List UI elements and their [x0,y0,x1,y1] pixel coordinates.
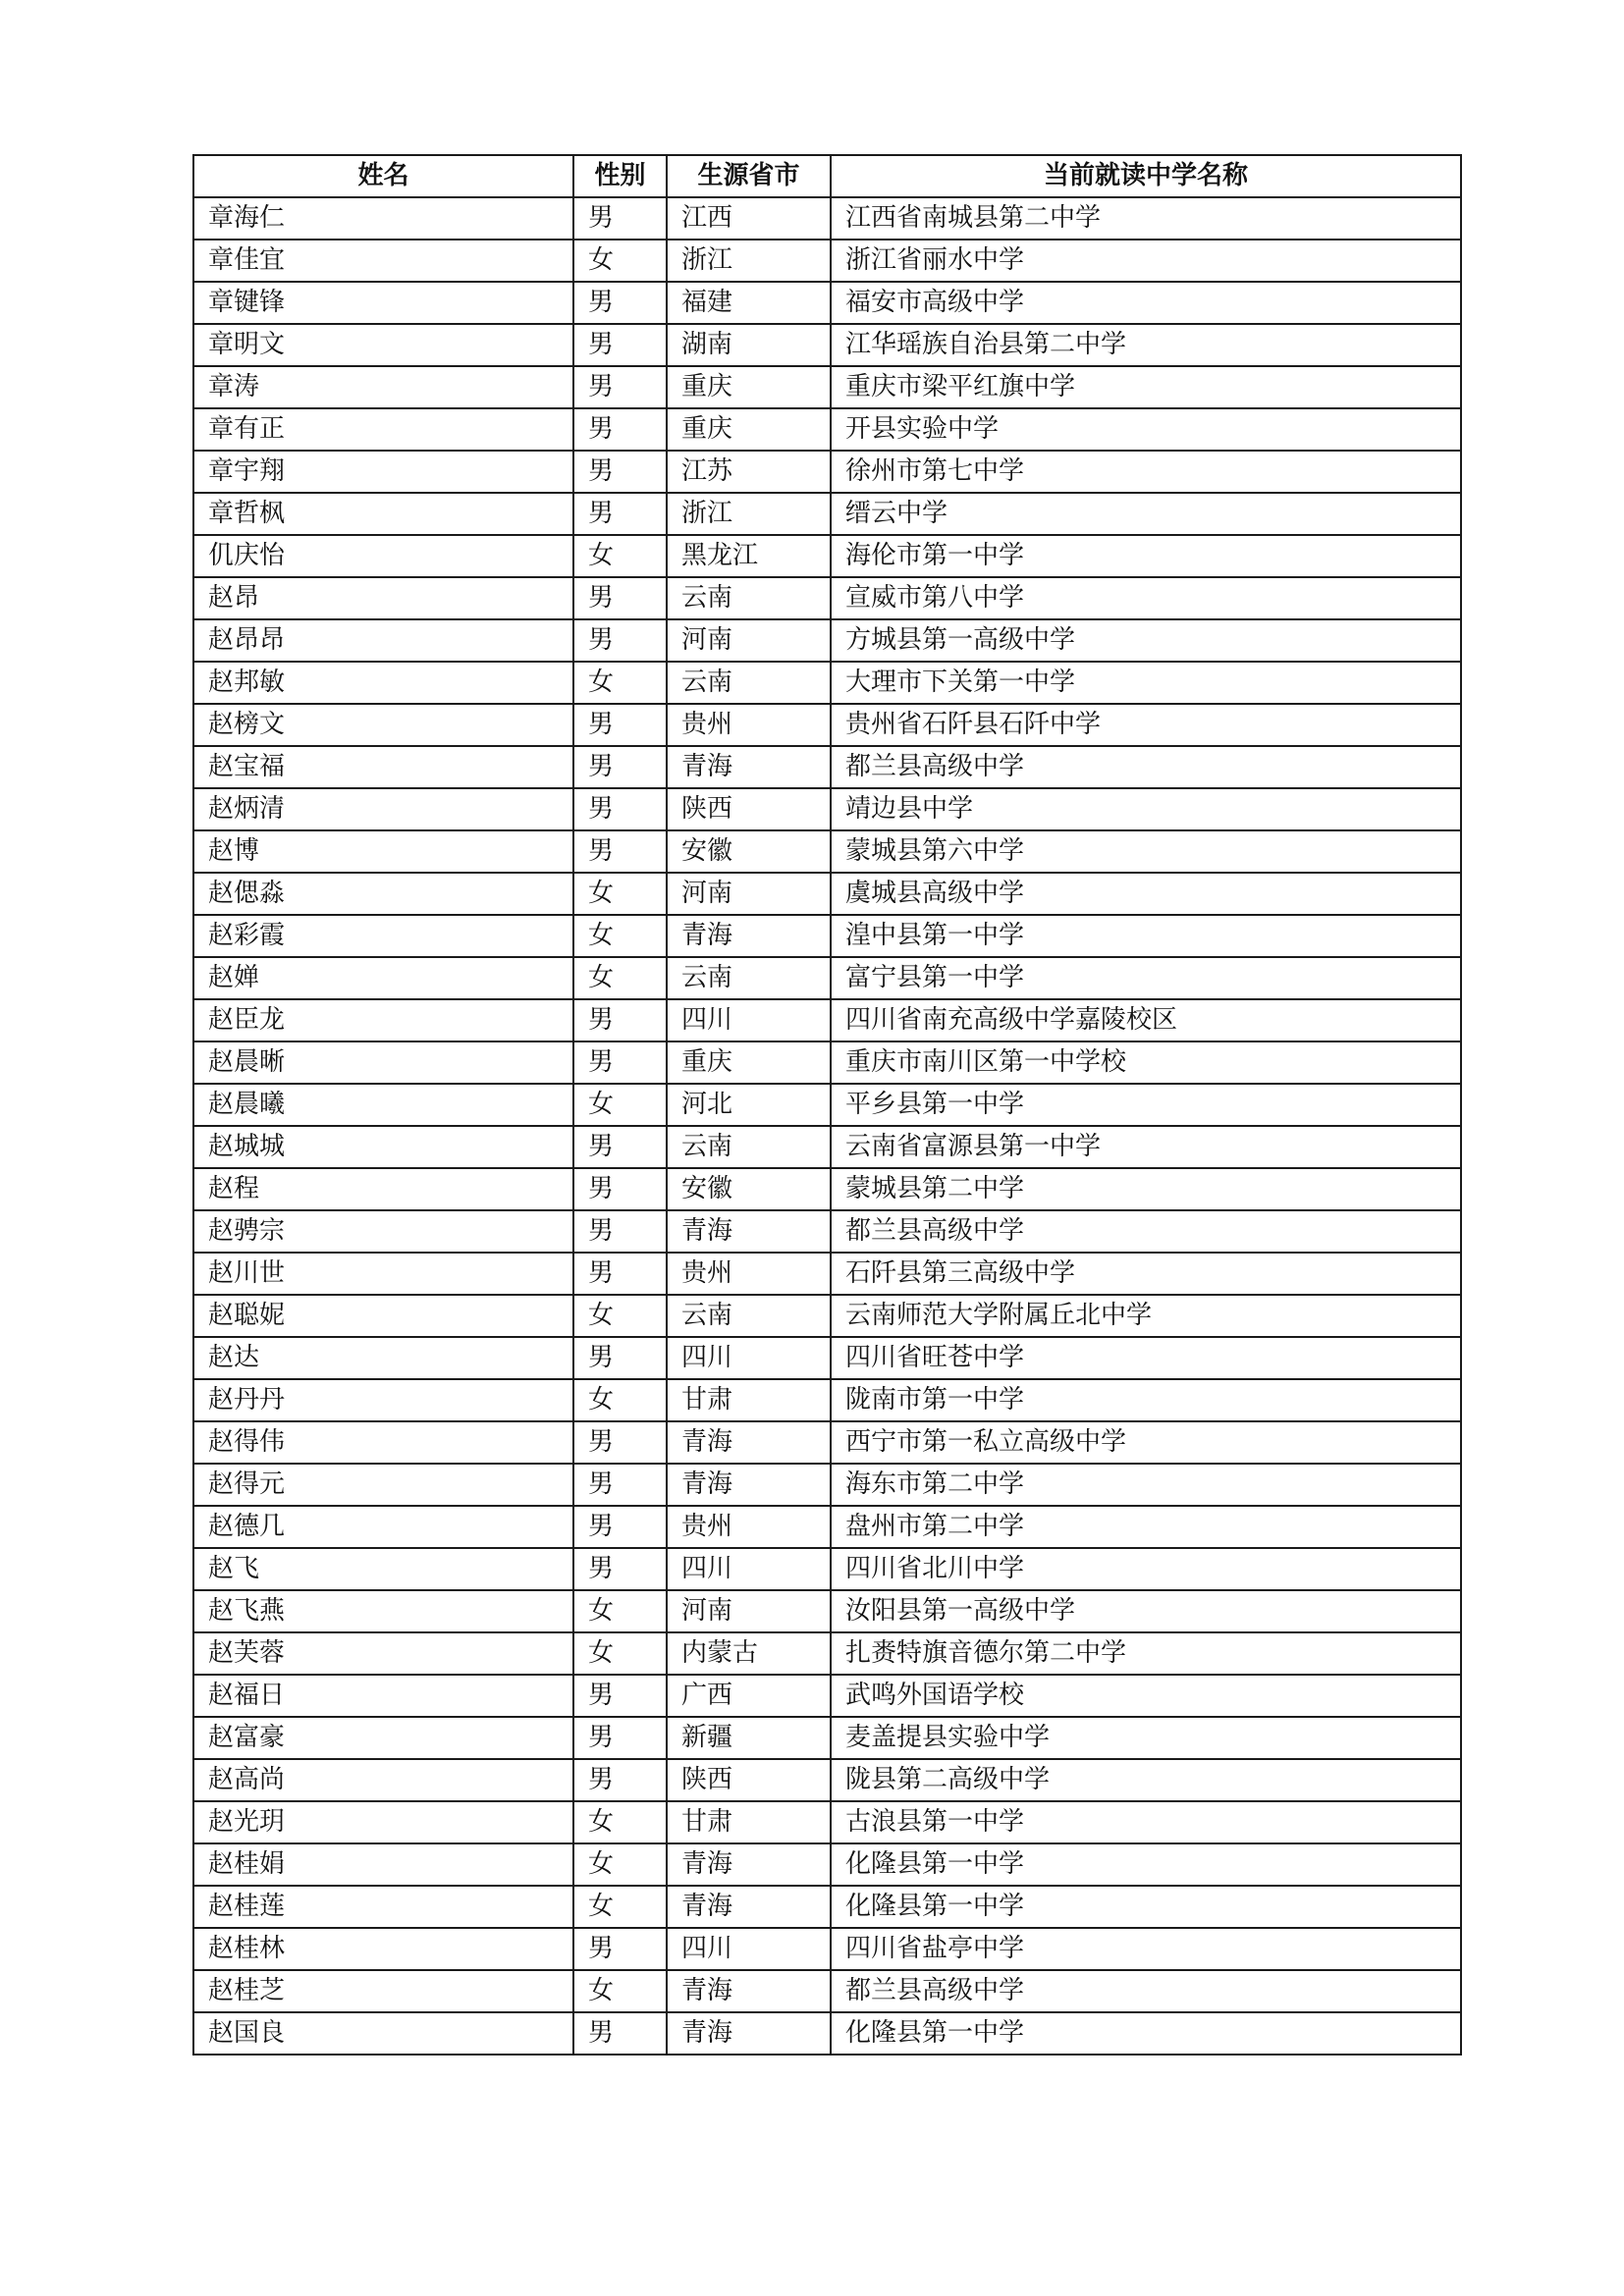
table-row [193,1886,1461,1928]
header-province: 生源省市 [667,155,831,197]
cell-gender: 女 [573,1632,667,1675]
cell-gender: 男 [573,788,667,830]
header-name: 姓名 [193,155,573,197]
cell-gender: 男 [573,1675,667,1717]
table-row [193,451,1461,493]
cell-name: 章涛 [193,366,573,408]
table-header-row [193,155,1461,197]
cell-province: 安徽 [667,1168,831,1210]
cell-province: 四川 [667,1548,831,1590]
cell-province: 江西 [667,197,831,240]
cell-gender: 男 [573,2012,667,2055]
cell-school: 贵州省石阡县石阡中学 [831,704,1461,746]
cell-school: 浙江省丽水中学 [831,240,1461,282]
cell-school: 云南省富源县第一中学 [831,1126,1461,1168]
table-row [193,1843,1461,1886]
cell-name: 赵福日 [193,1675,573,1717]
cell-gender: 女 [573,240,667,282]
cell-name: 章键锋 [193,282,573,324]
cell-province: 河南 [667,619,831,662]
table-row [193,1632,1461,1675]
cell-province: 广西 [667,1675,831,1717]
cell-province: 河北 [667,1084,831,1126]
table-row [193,1126,1461,1168]
cell-gender: 女 [573,662,667,704]
cell-name: 赵彩霞 [193,915,573,957]
cell-province: 河南 [667,873,831,915]
table-row [193,1464,1461,1506]
cell-name: 赵芙蓉 [193,1632,573,1675]
cell-gender: 女 [573,957,667,999]
cell-gender: 女 [573,1295,667,1337]
table-row [193,788,1461,830]
cell-school: 四川省盐亭中学 [831,1928,1461,1970]
cell-name: 赵高尚 [193,1759,573,1801]
cell-school: 江华瑶族自治县第二中学 [831,324,1461,366]
cell-school: 重庆市梁平红旗中学 [831,366,1461,408]
cell-province: 青海 [667,1843,831,1886]
table-row [193,1041,1461,1084]
cell-province: 新疆 [667,1717,831,1759]
cell-province: 重庆 [667,366,831,408]
cell-name: 赵骋宗 [193,1210,573,1253]
cell-province: 甘肃 [667,1379,831,1421]
cell-province: 贵州 [667,704,831,746]
cell-province: 青海 [667,746,831,788]
cell-province: 浙江 [667,493,831,535]
cell-province: 云南 [667,1295,831,1337]
cell-gender: 女 [573,915,667,957]
cell-province: 青海 [667,1210,831,1253]
cell-gender: 男 [573,1337,667,1379]
table-row [193,746,1461,788]
cell-gender: 男 [573,1421,667,1464]
cell-name: 赵偲淼 [193,873,573,915]
cell-gender: 男 [573,366,667,408]
table-row [193,324,1461,366]
table-row [193,1295,1461,1337]
cell-gender: 男 [573,282,667,324]
table-body [193,197,1461,2055]
cell-school: 徐州市第七中学 [831,451,1461,493]
cell-name: 赵晨曦 [193,1084,573,1126]
cell-gender: 男 [573,830,667,873]
table-row [193,493,1461,535]
cell-school: 大理市下关第一中学 [831,662,1461,704]
cell-gender: 男 [573,619,667,662]
cell-school: 四川省旺苍中学 [831,1337,1461,1379]
cell-school: 陇县第二高级中学 [831,1759,1461,1801]
cell-gender: 女 [573,1590,667,1632]
cell-province: 贵州 [667,1253,831,1295]
cell-school: 海东市第二中学 [831,1464,1461,1506]
table-row [193,619,1461,662]
table-row [193,1759,1461,1801]
cell-school: 方城县第一高级中学 [831,619,1461,662]
cell-gender: 男 [573,1253,667,1295]
table-row [193,1506,1461,1548]
table-row [193,999,1461,1041]
cell-name: 章有正 [193,408,573,451]
cell-name: 赵臣龙 [193,999,573,1041]
cell-gender: 女 [573,1970,667,2012]
table-row [193,408,1461,451]
cell-name: 赵昂 [193,577,573,619]
cell-province: 陕西 [667,788,831,830]
cell-school: 化隆县第一中学 [831,1843,1461,1886]
cell-province: 甘肃 [667,1801,831,1843]
cell-name: 赵国良 [193,2012,573,2055]
cell-name: 赵聪妮 [193,1295,573,1337]
cell-province: 青海 [667,1886,831,1928]
table-row [193,1675,1461,1717]
cell-school: 虞城县高级中学 [831,873,1461,915]
cell-school: 海伦市第一中学 [831,535,1461,577]
cell-school: 蒙城县第六中学 [831,830,1461,873]
table-row [193,577,1461,619]
cell-name: 赵榜文 [193,704,573,746]
cell-school: 陇南市第一中学 [831,1379,1461,1421]
cell-gender: 女 [573,1886,667,1928]
cell-name: 赵程 [193,1168,573,1210]
cell-name: 赵炳清 [193,788,573,830]
cell-province: 云南 [667,577,831,619]
cell-name: 章宇翔 [193,451,573,493]
table-row [193,1421,1461,1464]
cell-school: 江西省南城县第二中学 [831,197,1461,240]
cell-name: 赵婵 [193,957,573,999]
cell-school: 化隆县第一中学 [831,2012,1461,2055]
cell-gender: 男 [573,1506,667,1548]
cell-gender: 女 [573,1379,667,1421]
cell-name: 赵桂芝 [193,1970,573,2012]
cell-name: 赵桂莲 [193,1886,573,1928]
cell-gender: 男 [573,1717,667,1759]
cell-gender: 男 [573,493,667,535]
table-row [193,1168,1461,1210]
cell-school: 云南师范大学附属丘北中学 [831,1295,1461,1337]
cell-school: 富宁县第一中学 [831,957,1461,999]
cell-school: 平乡县第一中学 [831,1084,1461,1126]
cell-gender: 男 [573,577,667,619]
table-row [193,1970,1461,2012]
table-row [193,704,1461,746]
cell-school: 武鸣外国语学校 [831,1675,1461,1717]
cell-province: 四川 [667,999,831,1041]
cell-name: 赵德几 [193,1506,573,1548]
cell-name: 赵昂昂 [193,619,573,662]
cell-school: 古浪县第一中学 [831,1801,1461,1843]
table-row [193,915,1461,957]
cell-school: 都兰县高级中学 [831,1210,1461,1253]
cell-school: 石阡县第三高级中学 [831,1253,1461,1295]
cell-name: 赵富豪 [193,1717,573,1759]
cell-school: 四川省南充高级中学嘉陵校区 [831,999,1461,1041]
cell-gender: 女 [573,1843,667,1886]
cell-gender: 女 [573,535,667,577]
cell-name: 赵晨晰 [193,1041,573,1084]
cell-school: 都兰县高级中学 [831,746,1461,788]
cell-province: 青海 [667,1421,831,1464]
cell-gender: 男 [573,1210,667,1253]
cell-school: 麦盖提县实验中学 [831,1717,1461,1759]
cell-province: 内蒙古 [667,1632,831,1675]
cell-province: 重庆 [667,1041,831,1084]
cell-school: 蒙城县第二中学 [831,1168,1461,1210]
cell-name: 章佳宜 [193,240,573,282]
cell-gender: 男 [573,324,667,366]
table-row [193,2012,1461,2055]
cell-name: 章海仁 [193,197,573,240]
cell-school: 扎赉特旗音德尔第二中学 [831,1632,1461,1675]
cell-province: 云南 [667,1126,831,1168]
cell-gender: 男 [573,1464,667,1506]
cell-school: 宣威市第八中学 [831,577,1461,619]
cell-school: 西宁市第一私立高级中学 [831,1421,1461,1464]
table-row [193,1084,1461,1126]
cell-school: 汝阳县第一高级中学 [831,1590,1461,1632]
cell-gender: 男 [573,704,667,746]
cell-school: 湟中县第一中学 [831,915,1461,957]
cell-gender: 男 [573,999,667,1041]
cell-province: 福建 [667,282,831,324]
table-row [193,957,1461,999]
cell-gender: 男 [573,1126,667,1168]
table-row [193,873,1461,915]
cell-province: 青海 [667,2012,831,2055]
cell-province: 河南 [667,1590,831,1632]
cell-name: 赵飞 [193,1548,573,1590]
cell-province: 浙江 [667,240,831,282]
cell-gender: 男 [573,197,667,240]
cell-name: 赵达 [193,1337,573,1379]
cell-province: 重庆 [667,408,831,451]
cell-school: 盘州市第二中学 [831,1506,1461,1548]
cell-name: 赵博 [193,830,573,873]
header-school: 当前就读中学名称 [831,155,1461,197]
cell-province: 陕西 [667,1759,831,1801]
cell-gender: 男 [573,1548,667,1590]
cell-province: 江苏 [667,451,831,493]
cell-gender: 女 [573,873,667,915]
cell-name: 赵桂林 [193,1928,573,1970]
cell-school: 重庆市南川区第一中学校 [831,1041,1461,1084]
table-row [193,1379,1461,1421]
cell-province: 青海 [667,915,831,957]
cell-province: 青海 [667,1970,831,2012]
table-row [193,1801,1461,1843]
cell-name: 赵丹丹 [193,1379,573,1421]
cell-province: 安徽 [667,830,831,873]
cell-name: 赵得元 [193,1464,573,1506]
cell-school: 四川省北川中学 [831,1548,1461,1590]
cell-province: 黑龙江 [667,535,831,577]
table-row [193,1928,1461,1970]
table-row [193,535,1461,577]
cell-gender: 男 [573,408,667,451]
cell-gender: 男 [573,1041,667,1084]
cell-province: 四川 [667,1337,831,1379]
cell-province: 云南 [667,662,831,704]
table-row [193,240,1461,282]
cell-province: 贵州 [667,1506,831,1548]
table-row [193,1548,1461,1590]
cell-name: 赵宝福 [193,746,573,788]
cell-name: 赵城城 [193,1126,573,1168]
cell-school: 都兰县高级中学 [831,1970,1461,2012]
table-row [193,1253,1461,1295]
cell-gender: 女 [573,1801,667,1843]
table-row [193,1590,1461,1632]
table-row [193,366,1461,408]
cell-school: 靖边县中学 [831,788,1461,830]
cell-school: 开县实验中学 [831,408,1461,451]
cell-name: 章明文 [193,324,573,366]
cell-gender: 男 [573,1759,667,1801]
cell-name: 赵桂娟 [193,1843,573,1886]
cell-province: 青海 [667,1464,831,1506]
student-roster-table [192,154,1462,2056]
table-row [193,662,1461,704]
cell-school: 缙云中学 [831,493,1461,535]
cell-name: 章哲枫 [193,493,573,535]
table-row [193,282,1461,324]
header-gender: 性别 [573,155,667,197]
cell-name: 赵川世 [193,1253,573,1295]
cell-name: 赵得伟 [193,1421,573,1464]
cell-gender: 男 [573,746,667,788]
cell-gender: 男 [573,1928,667,1970]
table-row [193,1210,1461,1253]
table-row [193,1337,1461,1379]
table-row [193,197,1461,240]
cell-name: 仉庆怡 [193,535,573,577]
cell-school: 福安市高级中学 [831,282,1461,324]
cell-name: 赵光玥 [193,1801,573,1843]
cell-province: 湖南 [667,324,831,366]
table-row [193,830,1461,873]
cell-name: 赵邦敏 [193,662,573,704]
cell-school: 化隆县第一中学 [831,1886,1461,1928]
table-row [193,1717,1461,1759]
cell-province: 四川 [667,1928,831,1970]
cell-province: 云南 [667,957,831,999]
cell-gender: 男 [573,1168,667,1210]
cell-gender: 女 [573,1084,667,1126]
cell-gender: 男 [573,451,667,493]
cell-name: 赵飞燕 [193,1590,573,1632]
